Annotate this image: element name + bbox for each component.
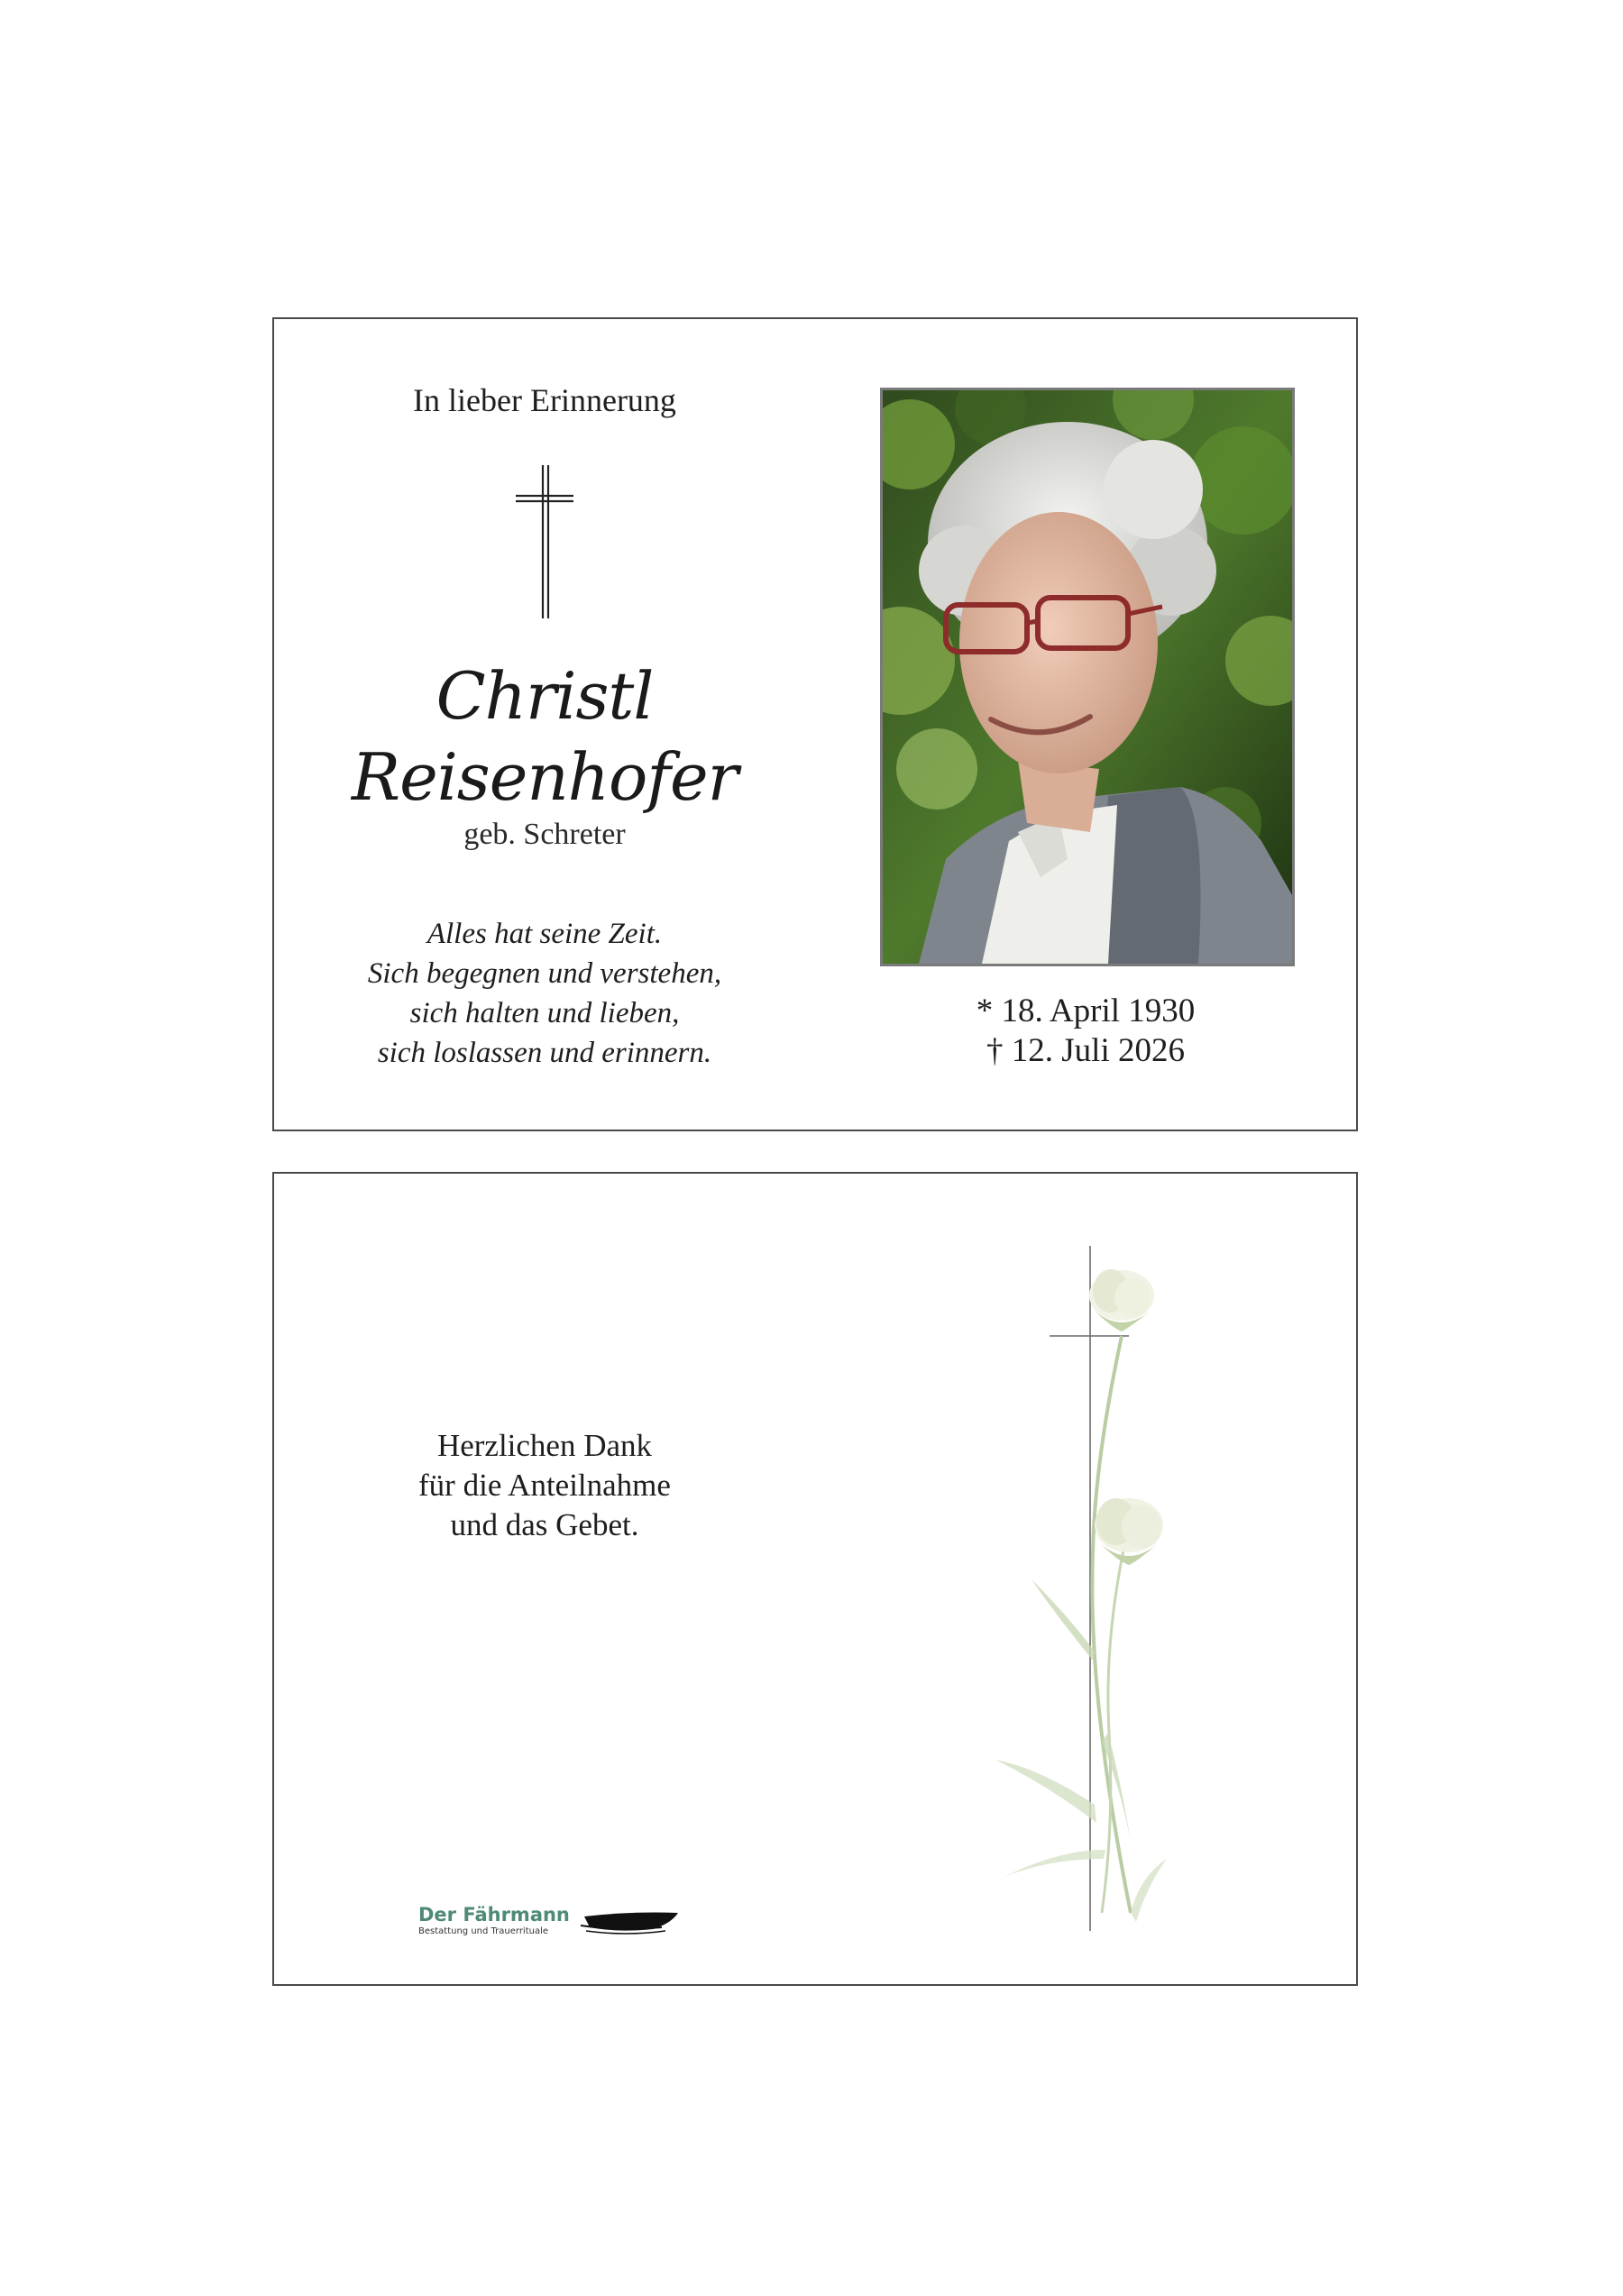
intro-heading: In lieber Erinnerung bbox=[413, 382, 676, 418]
memorial-card-front bbox=[272, 317, 1358, 1131]
thanks-line: Herzlichen Dank bbox=[436, 1428, 653, 1463]
boat-icon bbox=[581, 1907, 680, 1938]
cross-icon bbox=[516, 465, 573, 618]
verse-line: Alles hat seine Zeit. bbox=[426, 918, 663, 950]
birth-date: * 18. April 1930 bbox=[976, 992, 1196, 1029]
death-date: † 12. Juli 2026 bbox=[986, 1032, 1185, 1069]
logo-subtitle: Bestattung und Trauerrituale bbox=[418, 1926, 549, 1936]
logo-title: Der Fährmann bbox=[418, 1904, 570, 1926]
verse-line: Sich begegnen und verstehen, bbox=[367, 957, 722, 990]
undertaker-logo bbox=[418, 1904, 570, 1938]
verse bbox=[328, 914, 761, 1073]
thanks-text bbox=[364, 1426, 725, 1545]
thanks-line: für die Anteilnahme bbox=[418, 1468, 671, 1503]
portrait-photo bbox=[880, 388, 1295, 966]
thanks-line: und das Gebet. bbox=[450, 1507, 639, 1542]
last-name: Reisenhofer bbox=[351, 739, 738, 815]
verse-line: sich loslassen und erinnern. bbox=[377, 1037, 712, 1069]
rose-cross-icon bbox=[995, 1228, 1212, 1931]
verse-line: sich halten und lieben, bbox=[409, 997, 680, 1029]
memorial-card-back bbox=[272, 1172, 1358, 1986]
maiden-name: geb. Schreter bbox=[463, 818, 626, 851]
life-dates bbox=[851, 992, 1320, 1071]
first-name: Christl bbox=[436, 658, 654, 734]
